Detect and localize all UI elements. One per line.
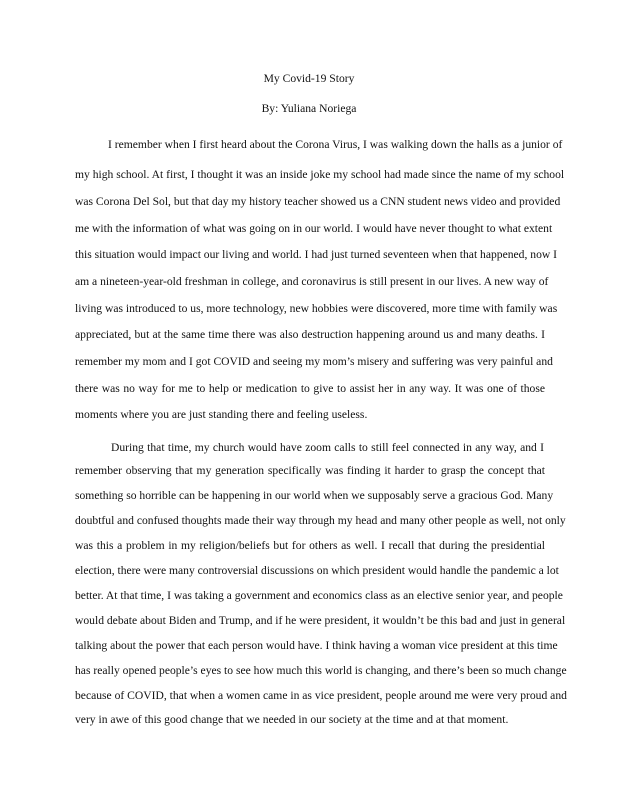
paragraph-2-line: something so horrible can be happening in our world when we supposably serve a gracious God. Many	[75, 489, 554, 502]
paragraph-2-line: doubtful and confused thoughts made their way through my head and many other people as well, not only	[75, 514, 566, 527]
paragraph-1-line: appreciated, but at the same time there was also destruction happening around us and many deaths. I	[75, 328, 545, 341]
paragraph-2-line: election, there were many controversial discussions on which president would handle the pandemic a lot	[75, 564, 559, 577]
paragraph-2-line: better. At that time, I was taking a government and economics class as an elective senior year, and people	[75, 589, 563, 602]
paragraph-1-line: this situation would impact our living and world. I had just turned seventeen when that happened, now I	[75, 248, 558, 261]
paragraph-2-line: remember observing that my generation specifically was finding it harder to grasp the concept that	[75, 464, 545, 477]
paragraph-2-line: very in awe of this good change that we needed in our society at the time and at that moment.	[75, 713, 509, 726]
paragraph-1-line: me with the information of what was going on in our world. I would have never thought to what extent	[75, 222, 553, 235]
document-title: My Covid-19 Story	[263, 72, 355, 85]
paragraph-1-line: am a nineteen-year-old freshman in college, and coronavirus is still present in our lives. A new way of	[75, 275, 549, 288]
paragraph-1-line: moments where you are just standing there and feeling useless.	[75, 408, 368, 421]
paragraph-2-line: talking about the power that each person would have. I think having a woman vice president at this time	[75, 639, 558, 652]
paragraph-1-line: there was no way for me to help or medication to give to assist her in any way. It was one of those	[75, 382, 545, 395]
paragraph-1-line: I remember when I first heard about the Corona Virus, I was walking down the halls as a junior of	[108, 138, 563, 151]
paragraph-1-line: remember my mom and I got COVID and seeing my mom’s misery and suffering was very painful and	[75, 355, 553, 368]
paragraph-2-line: would debate about Biden and Trump, and if he were president, it wouldn’t be this bad and just in general	[75, 614, 566, 627]
document-author: By: Yuliana Noriega	[261, 102, 357, 115]
paragraph-2-line: because of COVID, that when a women came in as vice president, people around me were very proud and	[75, 689, 567, 702]
paragraph-2-line: was this a problem in my religion/beliefs but for others as well. I recall that during the presidential	[75, 539, 545, 552]
paragraph-1-line: was Corona Del Sol, but that day my history teacher showed us a CNN student news video and provided	[75, 195, 561, 208]
paragraph-2-line: During that time, my church would have zoom calls to still feel connected in any way, and I	[111, 441, 544, 454]
paragraph-1-line: my high school. At first, I thought it was an inside joke my school had made since the name of my school	[75, 168, 565, 181]
paragraph-1-line: living was introduced to us, more technology, new hobbies were discovered, more time with family was	[75, 302, 558, 315]
paragraph-2-line: has really opened people’s eyes to see how much this world is changing, and there’s been so much change	[75, 664, 567, 677]
